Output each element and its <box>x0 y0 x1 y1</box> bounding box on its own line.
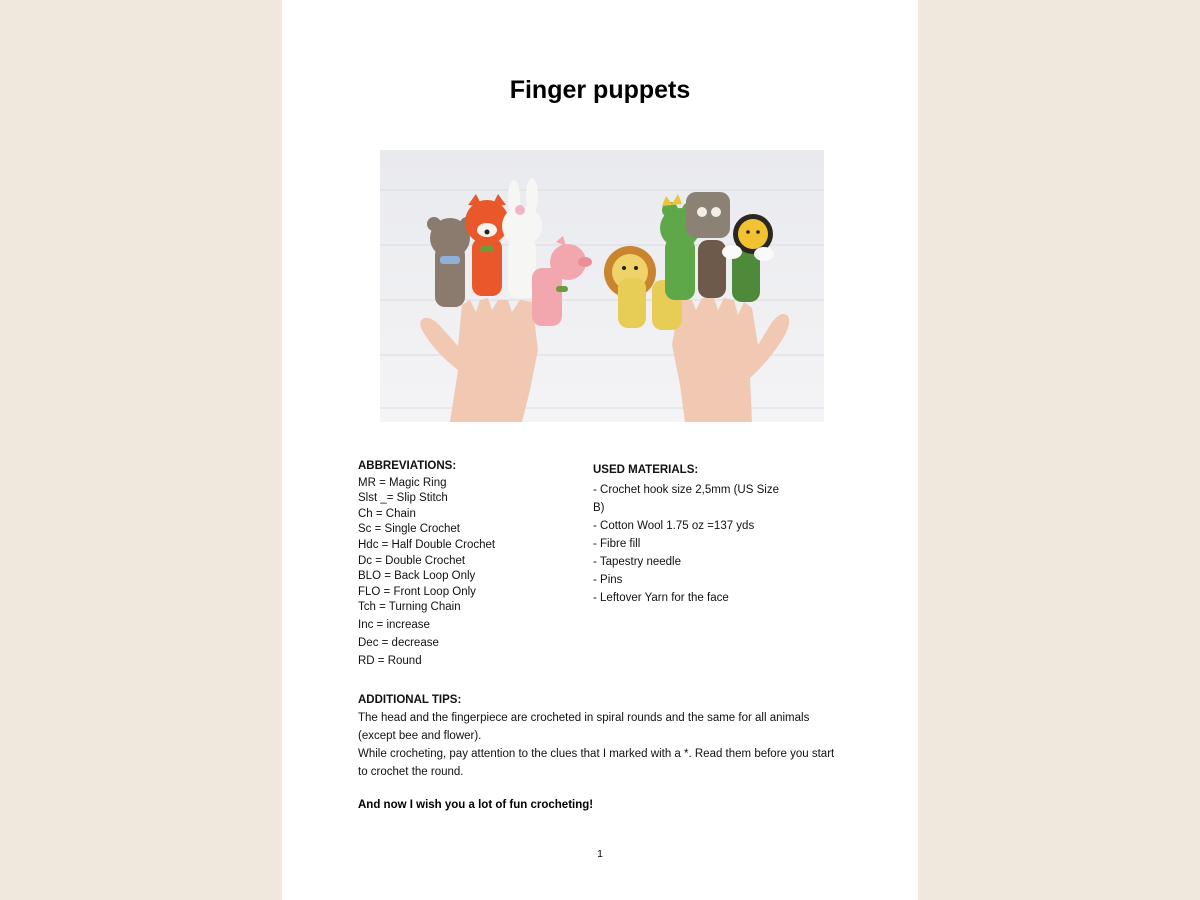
abbreviation-item: Slst _= Slip Stitch <box>358 492 448 505</box>
abbreviation-item: Dec = decrease <box>358 636 439 649</box>
abbreviation-item: Sc = Single Crochet <box>358 523 460 536</box>
abbreviation-item: RD = Round <box>358 654 422 667</box>
page-number: 1 <box>597 849 603 860</box>
abbreviation-item: MR = Magic Ring <box>358 476 447 489</box>
abbreviation-item: Tch = Turning Chain <box>358 601 461 614</box>
tips-heading: ADDITIONAL TIPS: <box>358 694 462 706</box>
closing-line: And now I wish you a lot of fun crocheting! <box>358 799 594 811</box>
abbreviation-item: Hdc = Half Double Crochet <box>358 538 496 551</box>
abbreviations-heading: ABBREVIATIONS: <box>358 460 457 472</box>
materials-heading: USED MATERIALS: <box>593 464 699 476</box>
tips-paragraph: The head and the fingerpiece are crocheted in spiral rounds and the same for all animals (except bee and flower). <box>358 712 810 742</box>
material-item: - Crochet hook size 2,5mm (US Size B) <box>593 483 779 514</box>
abbreviation-item: FLO = Front Loop Only <box>358 585 476 598</box>
photo-finger-puppets <box>380 150 824 422</box>
document-page <box>282 0 918 900</box>
materials-section <box>593 463 783 607</box>
abbreviation-item: Dc = Double Crochet <box>358 554 466 567</box>
abbreviations-section <box>358 459 578 670</box>
tips-paragraph: While crocheting, pay attention to the clues that I marked with a *. Read them before you start to crochet the round. <box>358 748 835 778</box>
material-item: - Cotton Wool 1.75 oz =137 yds <box>593 519 755 532</box>
abbreviation-item: Inc = increase <box>358 618 430 631</box>
material-item: - Pins <box>593 573 623 586</box>
material-item: - Leftover Yarn for the face <box>593 591 729 604</box>
material-item: - Fibre fill <box>593 537 641 550</box>
tips-section <box>358 691 838 781</box>
abbreviation-item: BLO = Back Loop Only <box>358 570 476 583</box>
abbreviation-item: Ch = Chain <box>358 507 416 520</box>
page-title: Finger puppets <box>509 76 691 104</box>
material-item: - Tapestry needle <box>593 555 682 568</box>
